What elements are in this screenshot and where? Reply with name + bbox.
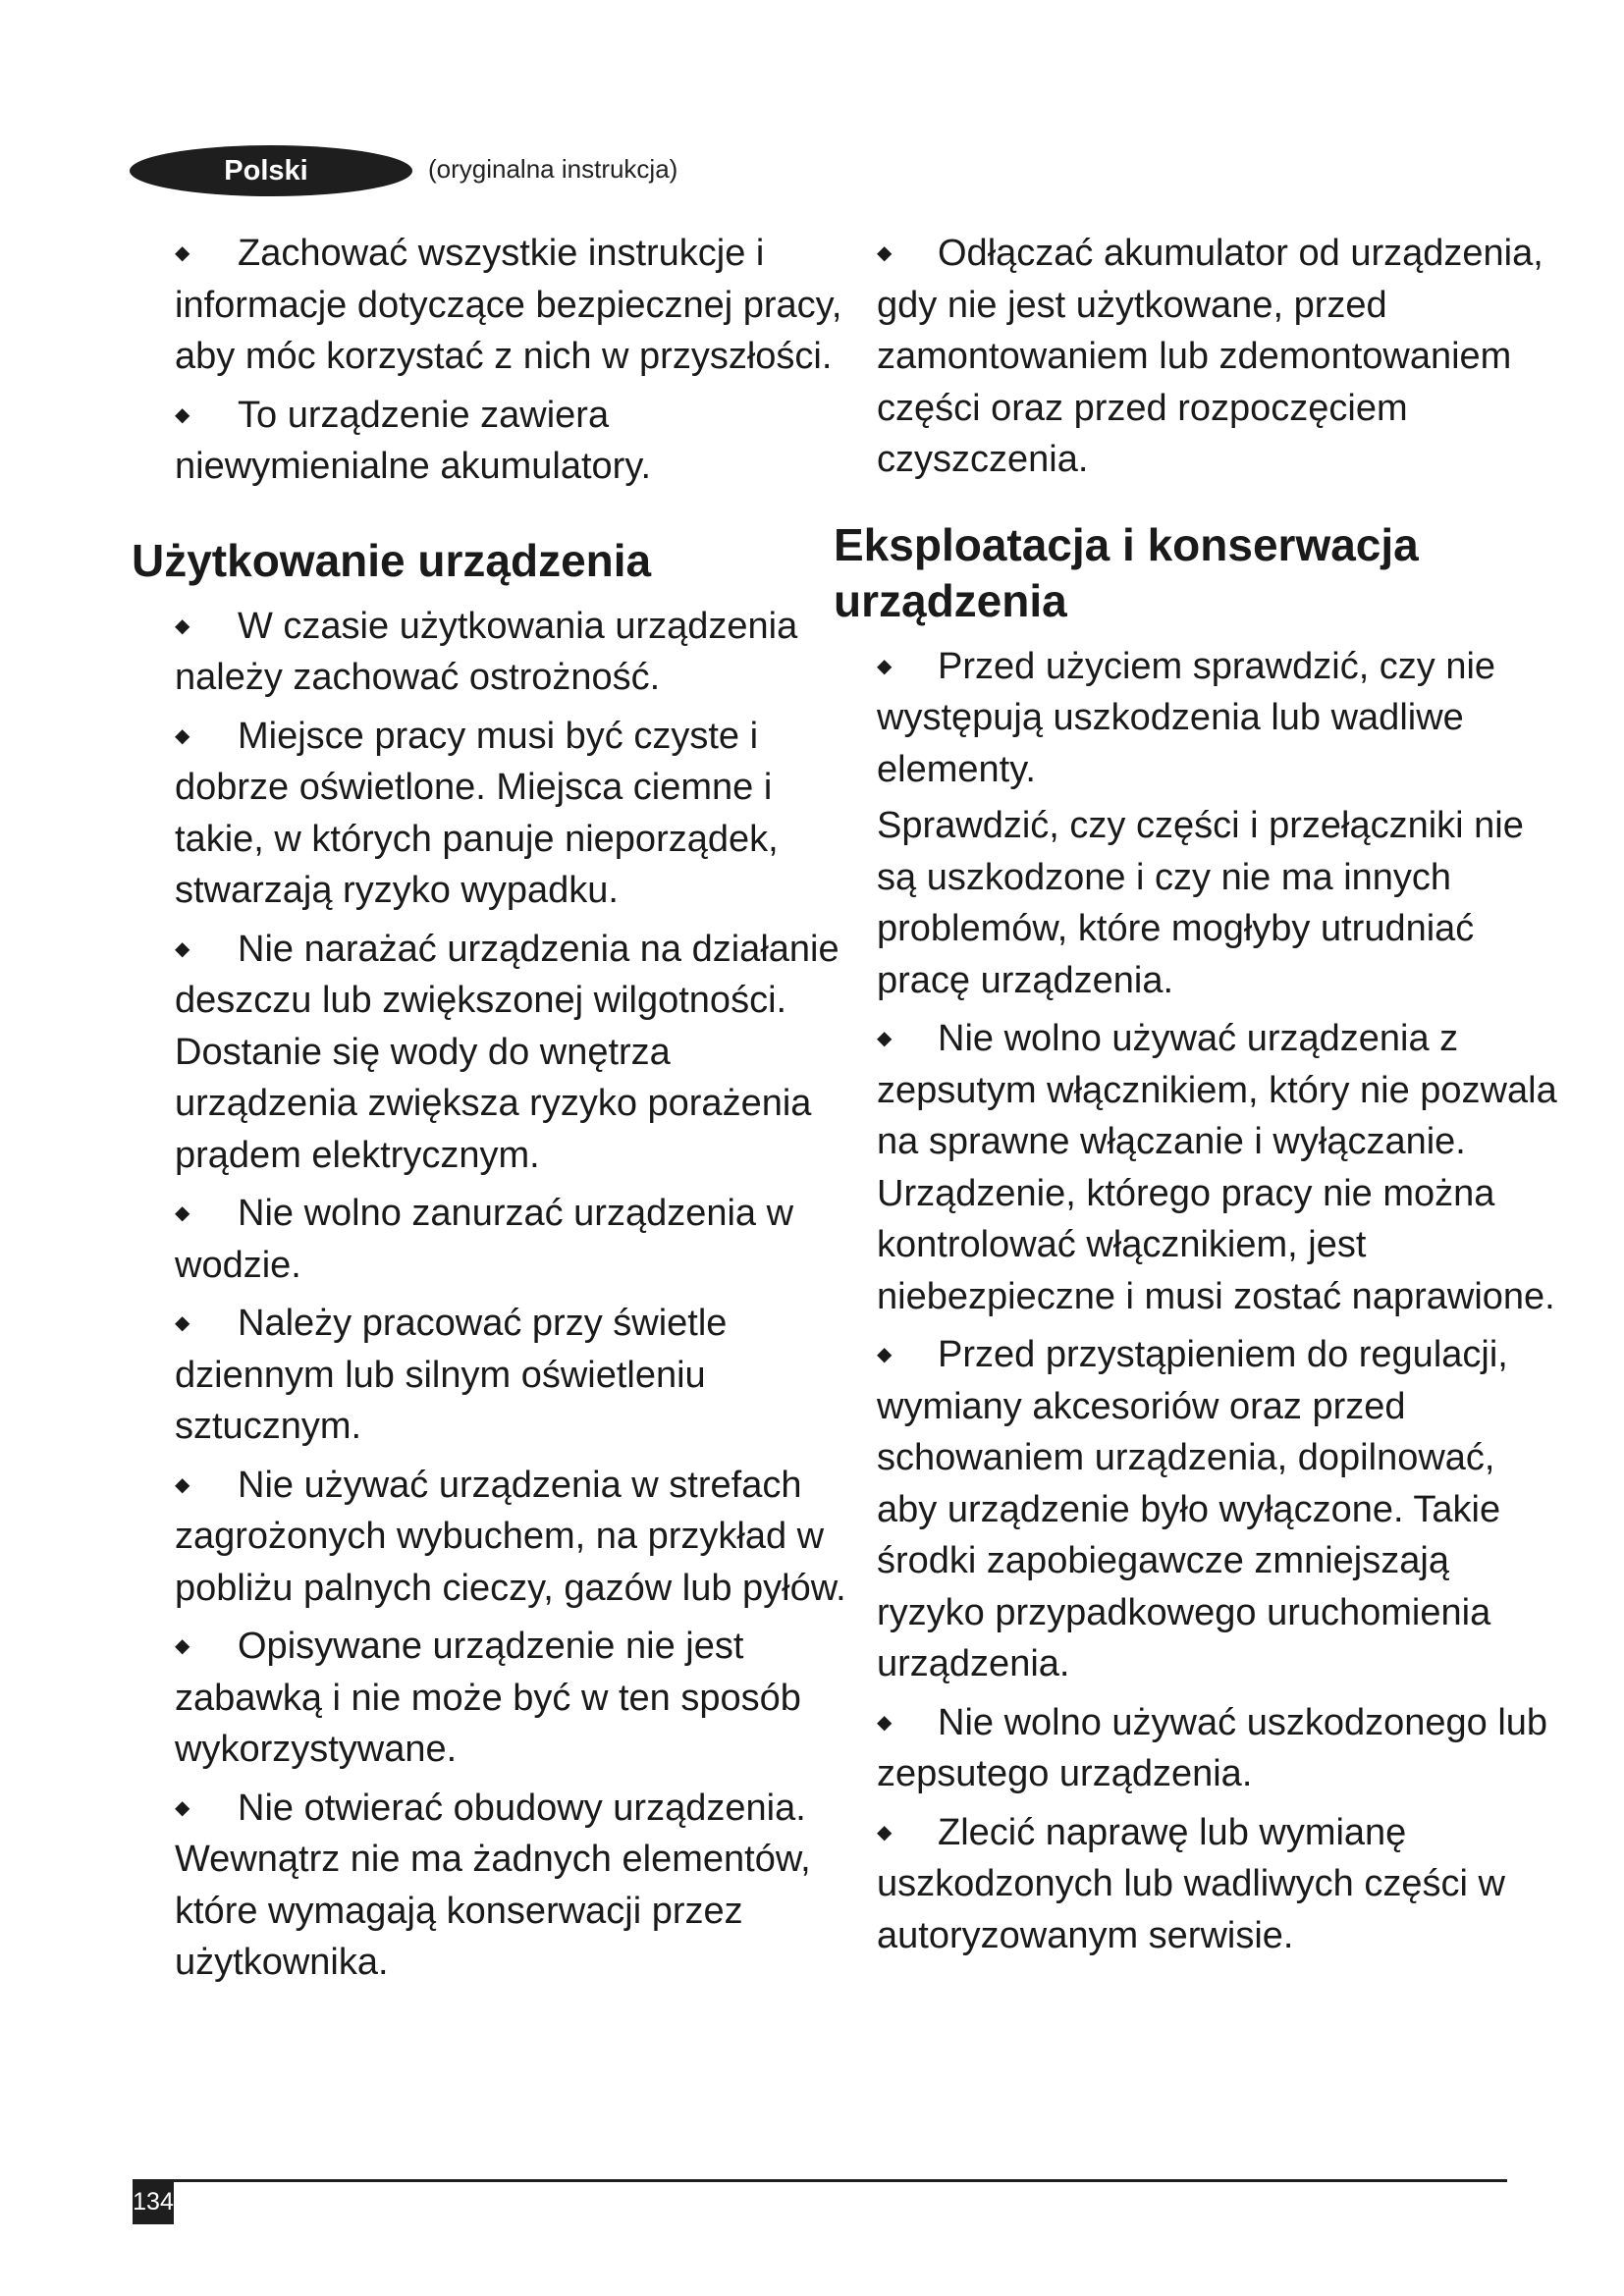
list-item [175,1783,862,1989]
list-item-text: Nie wolno zanurzać urządzenia w wodzie. [175,1193,794,1286]
diamond-bullet-icon: ◆ [175,242,190,264]
list-item [877,228,1564,486]
list-item [877,641,1564,796]
diamond-bullet-icon: ◆ [175,1202,190,1224]
list-item [877,1697,1564,1800]
list-item-text: Nie wolno używać urządzenia z zepsutym włącznikiem, który nie pozwala na sprawne włączanie i wyłączanie. Urządzenie, którego pracy nie można kontrolować włącznikiem, jest niebezpieczne i musi zostać naprawione. [877,1018,1557,1317]
diamond-bullet-icon: ◆ [877,1344,893,1365]
section-heading-maintenance: Eksploatacja i konserwacja urządzenia [834,518,1419,626]
list-item-text: Odłączać akumulator od urządzenia, gdy nie jest użytkowane, przed zamontowaniem lub zdemontowaniem części oraz przed rozpoczęciem czyszczenia. [877,233,1543,480]
list-item [175,711,862,917]
diamond-bullet-icon: ◆ [175,403,190,426]
section-heading-usage: Użytkowanie urządzenia [132,534,652,586]
list-item-text: Opisywane urządzenie nie jest zabawką i nie może być w ten sposób wykorzystywane. [175,1626,801,1770]
right-column [834,228,1564,1968]
language-badge [130,145,412,196]
list-item-text: Należy pracować przy świetle dziennym lub silnym oświetleniu sztucznym. [175,1303,728,1447]
list-item-text: Przed użyciem sprawdzić, czy nie występują uszkodzenia lub wadliwe elementy. [877,645,1496,790]
list-item-text: Zlecić naprawę lub wymianę uszkodzonych lub wadliwych części w autoryzowanym serwisie. [877,1811,1505,1956]
list-item [175,228,862,383]
list-item [175,1621,862,1776]
list-item-text: Nie wolno używać uszkodzonego lub zepsutego urządzenia. [877,1701,1548,1794]
footer-divider [133,2179,1507,2182]
diamond-bullet-icon: ◆ [175,724,190,747]
list-item [877,1013,1564,1322]
diamond-bullet-icon: ◆ [877,242,893,264]
list-item-text: Zachować wszystkie instrukcje i informacje dotyczące bezpiecznej pracy, aby móc korzystać z nich w przyszłości. [175,233,842,377]
diamond-bullet-icon: ◆ [877,1028,893,1049]
list-item-text: W czasie użytkowania urządzenia należy zachować ostrożność. [175,605,798,698]
language-label: Polski [224,154,308,187]
list-item-text: Nie używać urządzenia w strefach zagrożonych wybuchem, na przykład w pobliżu palnych cieczy, gazów lub pyłów. [175,1464,846,1609]
left-column [132,228,862,1996]
diamond-bullet-icon: ◆ [877,1821,893,1843]
list-item [175,924,862,1182]
list-item-text: To urządzenie zawiera niewymienialne akumulatory. [175,394,652,487]
list-item-text: Nie narażać urządzenia na działanie deszczu lub zwiększonej wilgotności. Dostanie się wody do wnętrza urządzenia zwiększa ryzyko porażenia prądem elektrycznym. [175,928,839,1176]
list-item [175,1188,862,1291]
diamond-bullet-icon: ◆ [175,1312,190,1334]
diamond-bullet-icon: ◆ [175,1473,190,1496]
list-item [175,1298,862,1453]
list-item-continuation: Sprawdzić, czy części i przełączniki nie są uszkodzone i czy nie ma innych problemów, które mogłyby utrudniać pracę urządzenia. [877,805,1524,1001]
diamond-bullet-icon: ◆ [175,1796,190,1819]
list-item [877,1807,1564,1962]
diamond-bullet-icon: ◆ [175,937,190,960]
diamond-bullet-icon: ◆ [175,614,190,637]
list-item [175,390,862,493]
list-item [877,1329,1564,1690]
diamond-bullet-icon: ◆ [877,1711,893,1734]
list-item [175,601,862,704]
list-item-text: Przed przystąpieniem do regulacji, wymiany akcesoriów oraz przed schowaniem urządzenia, dopilnować, aby urządzenie było wyłączone. Takie środki zapobiegawcze zmniejszają ryzyko przypadkowego uruchomienia urządzenia. [877,1334,1508,1684]
diamond-bullet-icon: ◆ [877,655,893,677]
page-number: 134 [133,2179,174,2224]
original-instructions-note: (oryginalna instrukcja) [428,154,678,184]
diamond-bullet-icon: ◆ [175,1635,190,1657]
list-item-text: Miejsce pracy musi być czyste i dobrze oświetlone. Miejsca ciemne i takie, w których panuje nieporządek, stwarzają ryzyko wypadku. [175,715,779,911]
list-item-text: Nie otwierać obudowy urządzenia. Wewnątrz nie ma żadnych elementów, które wymagają konserwacji przez użytkownika. [175,1787,811,1983]
list-item [175,1460,862,1615]
